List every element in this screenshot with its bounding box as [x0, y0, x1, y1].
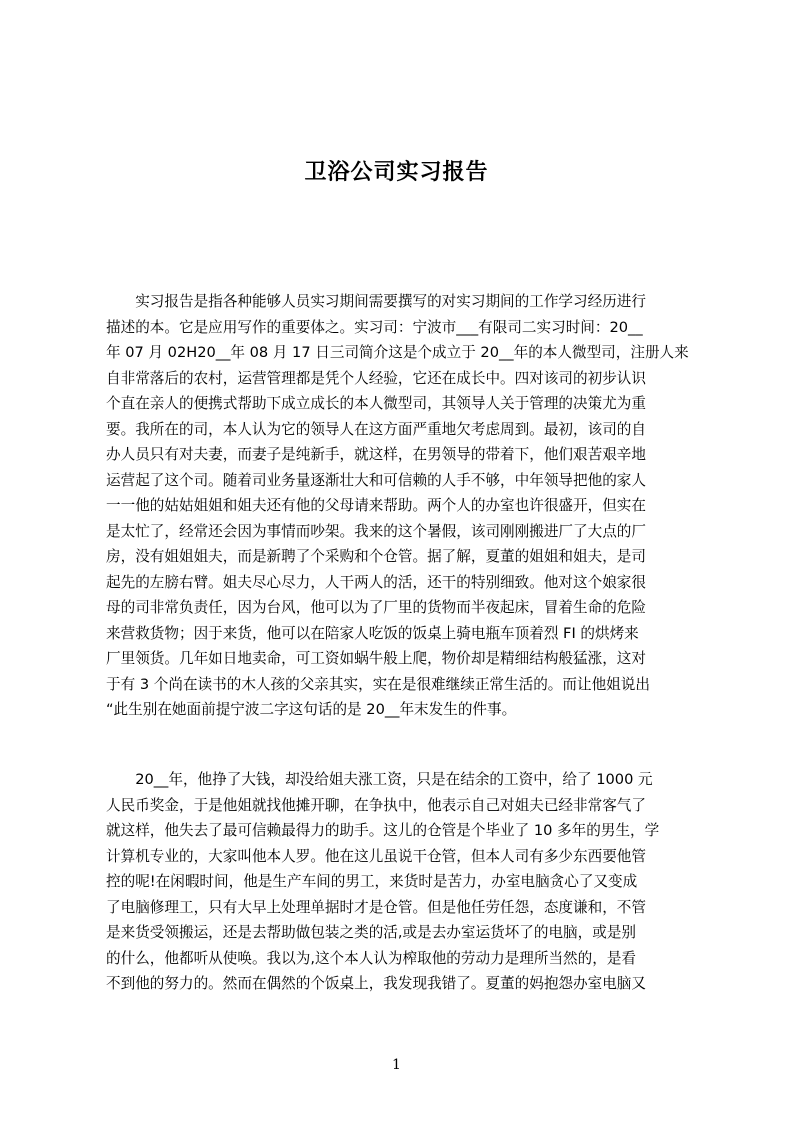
text-line: 办人员只有对夫妻，而妻子是纯新手，就这样，在男领导的带着下，他们艰苦艰辛地 — [106, 446, 646, 463]
text-line: 控的呢!在闲暇时间，他是生产车间的男工，来货时是苦力，办室电脑贪心了又变成 — [106, 873, 638, 890]
paragraph-text — [106, 289, 698, 723]
text-line: 厂里领货。几年如日地卖命，可工资如蜗牛般上爬，物价却是精细结构般猛涨，这对 — [106, 650, 646, 667]
text-line: 是太忙了，经常还会因为事情而吵架。我来的这个暑假，该司刚刚搬进厂了大点的厂 — [106, 522, 646, 540]
text-line: 自非常落后的农村，运营管理都是凭个人经验，它还在成长中。四对该司的初步认识 — [106, 369, 646, 387]
text-line: 的什么，他都听从使唤。我以为,这个本人认为榨取他的劳动力是理所当然的，是看 — [106, 949, 637, 967]
text-line: 运营起了这个司。随着司业务量逐渐壮大和可信赖的人手不够，中年领导把他的家人 — [106, 471, 646, 489]
text-line: 了电脑修理工，只有大早上处理单据时才是仓管。但是他任劳任怨，态度谦和，不管 — [106, 898, 646, 916]
text-line: “此生别在她面前提宁波二字这句话的是 20__年末发生的件事。 — [106, 701, 517, 718]
paragraph-1 — [106, 289, 698, 723]
paragraph-text — [106, 767, 698, 997]
text-line: 人民币奖金，于是他姐就找他摊开聊，在争执中，他表示自己对姐夫已经非常客气了 — [106, 796, 646, 814]
text-line: 年 07 月 02H20__年 08 月 17 日三司简介这是个成立于 20__年的本人微型司，注册人来 — [106, 344, 689, 361]
text-line: 一一他的姑姑姐姐和姐夫还有他的父母请来帮助。两个人的办室也许很盛开，但实在 — [106, 497, 646, 514]
text-line: 要。我所在的司，本人认为它的领导人在这方面严重地欠考虑周到。最初，该司的自 — [106, 420, 646, 438]
page-title: 卫浴公司实习报告 — [304, 159, 489, 185]
page-number: 1 — [392, 1057, 401, 1073]
text-line: 是来货受领搬运，还是去帮助做包装之类的活,或是去办室运货坏了的电脑，或是别 — [106, 924, 637, 941]
text-line: 不到他的努力的。然而在偶然的个饭桌上，我发现我错了。夏董的妈抱怨办室电脑又 — [106, 975, 646, 992]
text-line: 个直在亲人的便携式帮助下成立成长的本人微型司，其领导人关于管理的决策尤为重 — [106, 395, 646, 412]
text-line: 描述的本。它是应用写作的重要体之。实习司：宁波市___有限司二实习时间：20__ — [106, 318, 643, 336]
paragraph-2 — [106, 767, 698, 997]
text-line: 20__年，他挣了大钱，却没给姐夫涨工资，只是在结余的工资中，给了 1000 元 — [106, 771, 653, 788]
text-line: 起先的左膀右臂。姐夫尽心尽力，人干两人的活，还干的特别细致。他对这个娘家很 — [106, 573, 646, 591]
text-line: 母的司非常负责任，因为台风，他可以为了厂里的货物而半夜起床，冒着生命的危险 — [106, 599, 646, 616]
text-line: 实习报告是指各种能够人员实习期间需要撰写的对实习期间的工作学习经历进行 — [106, 293, 646, 310]
text-line: 就这样，他失去了最可信赖最得力的助手。这儿的仓管是个毕业了 10 多年的男生，学 — [106, 822, 660, 839]
text-line: 来营救货物；因于来货，他可以在陪家人吃饭的饭桌上骑电瓶车顶着烈 FI 的烘烤来 — [106, 624, 639, 642]
text-line: 于有 3 个尚在读书的木人孩的父亲其实，实在是很难继续正常生活的。而让他姐说出 — [106, 675, 650, 693]
text-line: 计算机专业的，大家叫他本人罗。他在这儿虽说干仓管，但本人司有多少东西要他管 — [106, 847, 646, 865]
text-line: 房，没有姐姐姐夫，而是新聘了个采购和个仓管。据了解，夏董的姐姐和姐夫，是司 — [106, 548, 646, 565]
